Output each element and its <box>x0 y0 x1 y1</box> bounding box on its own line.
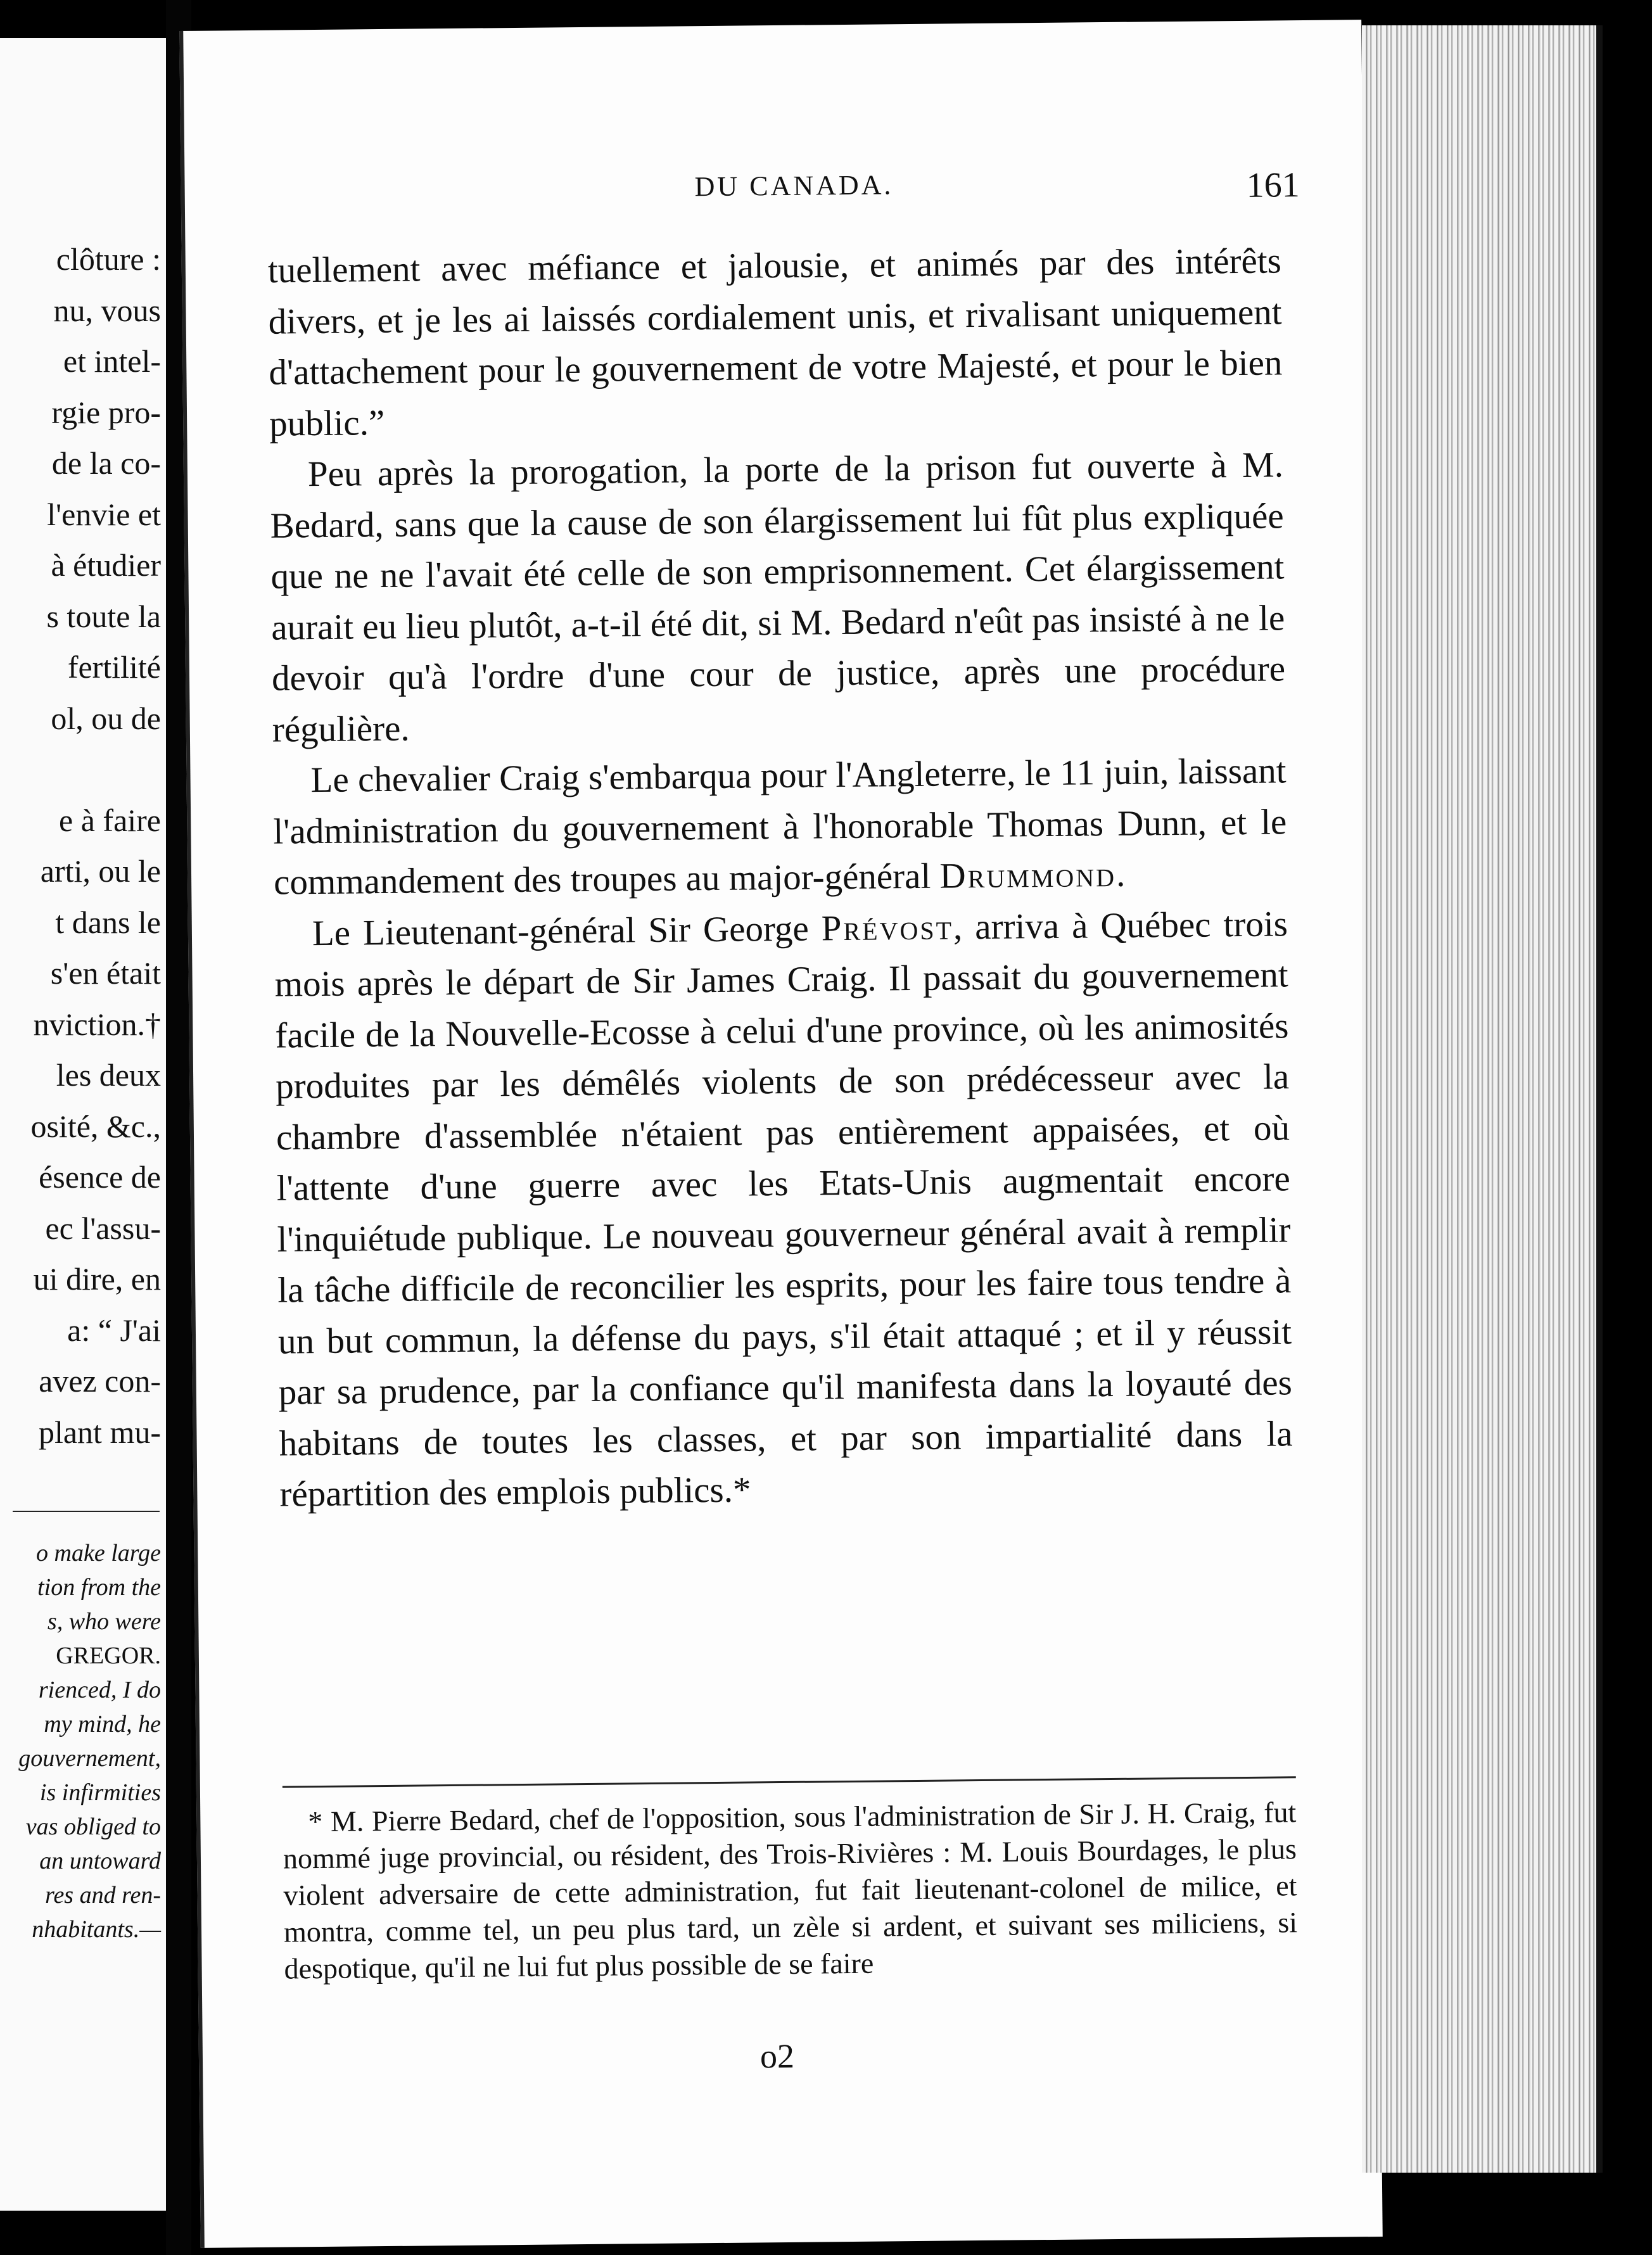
book-page <box>179 20 1383 2248</box>
left-page-note-line: s, who were <box>47 1608 161 1635</box>
left-page-note-line: res and ren- <box>45 1882 161 1909</box>
left-page-line: l'envie et <box>47 496 161 532</box>
running-title: DU CANADA. <box>694 169 894 203</box>
left-page-note-line: nhabitants.— <box>32 1916 161 1943</box>
left-page-line: ec l'assu- <box>45 1210 161 1246</box>
previous-page-fragment <box>0 38 177 2211</box>
left-page-note-line: o make large <box>36 1540 161 1566</box>
paragraph-prevost-arrival <box>274 899 1293 1520</box>
left-page-line: e à faire <box>59 802 161 838</box>
left-page-line: ol, ou de <box>51 700 161 736</box>
person-name: Drummond <box>939 854 1117 896</box>
body-text <box>268 236 1293 1520</box>
left-footnote-rule <box>13 1511 160 1512</box>
page-number: 161 <box>1246 165 1300 205</box>
left-page-note-line: GREGOR. <box>56 1642 161 1669</box>
left-page-note-line: my mind, he <box>44 1711 161 1737</box>
left-page-note-line: rienced, I do <box>38 1677 161 1703</box>
left-page-line: osité, &c., <box>30 1108 161 1144</box>
left-page-note-line: gouvernement, <box>18 1745 161 1772</box>
left-page-line: s'en était <box>50 955 161 991</box>
signature-mark: o2 <box>759 2036 795 2076</box>
left-page-line: fertilité <box>67 649 161 685</box>
paragraph-text: Le chevalier Craig s'embarqua pour l'Angleterre, le 11 juin, laissant l'administration du gouvernement à l'honorable Thomas Dunn, et le commandement des troupes au major-général <box>273 751 1287 903</box>
person-name: Prévost <box>821 906 954 948</box>
left-page-line: nviction.† <box>33 1006 161 1042</box>
footnote <box>283 1794 1298 1987</box>
left-page-line: a: “ J'ai <box>67 1312 161 1348</box>
left-page-line: de la co- <box>51 445 161 481</box>
paragraph-text: Le Lieutenant-général Sir George <box>312 908 822 953</box>
paragraph-text: , arriva à Québec trois mois après le départ de Sir James Craig. Il passait du gouvernement facile de la Nouvelle-Ecosse à celui d'une province, où les animosités produites par les démêlés violents de son prédécesseur avec la chambre d'assemblée n'étaient pas entièrement appaisées, et où l'attente d'une guerre avec les Etats-Unis augmentait encore l'inquiétude publique. Le nouveau gouverneur général avait à remplir la tâche difficile de reconcilier les esprits, pour les faire tous tendre à un but commun, la défense du pays, s'il était attaqué ; et il y réussit par sa prudence, par la confiance qu'il manifesta dans la loyauté des habitans de toutes les classes, et par son impartialité dans la répartition des emplois publics.* <box>274 903 1293 1515</box>
left-page-line: ui dire, en <box>33 1261 161 1297</box>
left-page-line: plant mu- <box>38 1414 161 1450</box>
left-page-note-line: is infirmities <box>39 1779 161 1806</box>
left-page-line: t dans le <box>55 904 161 940</box>
page-edges <box>1362 25 1603 2173</box>
left-page-line: à étudier <box>51 547 161 583</box>
left-page-note-line: tion from the <box>37 1574 161 1601</box>
left-page-line: rgie pro- <box>51 394 161 430</box>
left-page-line: clôture : <box>56 241 161 277</box>
paragraph-text: . <box>1115 854 1126 894</box>
footnote-text: * M. Pierre Bedard, chef de l'opposition, sous l'administration de Sir J. H. Craig, fut nommé juge provincial, ou résident, des Trois-Rivières : M. Louis Bourdages, le plus violent adversaire de cette administration, fut fait lieutenant-colonel de milice, et montra, comme tel, un peu plus tard, un zèle si ardent, et suivant ses miliciens, si despotique, qu'il ne lui fut plus possible de se faire <box>283 1796 1298 1985</box>
left-page-line: les deux <box>56 1057 161 1093</box>
left-page-line: avez con- <box>39 1363 161 1399</box>
left-page-line: ésence de <box>39 1159 161 1195</box>
paragraph-craig-departure <box>272 746 1287 908</box>
left-page-line: nu, vous <box>53 292 161 328</box>
left-page-note-line: an untoward <box>39 1848 161 1874</box>
left-page-line: et intel- <box>63 343 161 379</box>
running-head <box>248 165 1325 205</box>
paragraph-prorogation: Peu après la prorogation, la porte de la prison fut ouverte à M. Bedard, sans que la cause de son élargissement lui fût plus expliquée que ne ne l'avait été celle de son emprisonnement. Cet élargissement aurait eu lieu plutôt, a-t-il été dit, si M. Bedard n'eût pas insisté à ne le devoir qu'à l'ordre d'une cour de justice, après une procédure régulière. <box>270 445 1286 750</box>
paragraph-continuation: tuellement avec méfiance et jalousie, et animés par des intérêts divers, et je les ai laissés cordialement unis, et rivalisant uniquement d'attachement pour le gouvernement de votre Majesté, et pour le bien public.” <box>267 241 1283 444</box>
left-page-note-line: vas obliged to <box>25 1814 161 1840</box>
left-page-line: arti, ou le <box>40 853 161 889</box>
footnote-rule <box>283 1776 1296 1788</box>
left-page-line: s toute la <box>46 598 161 634</box>
